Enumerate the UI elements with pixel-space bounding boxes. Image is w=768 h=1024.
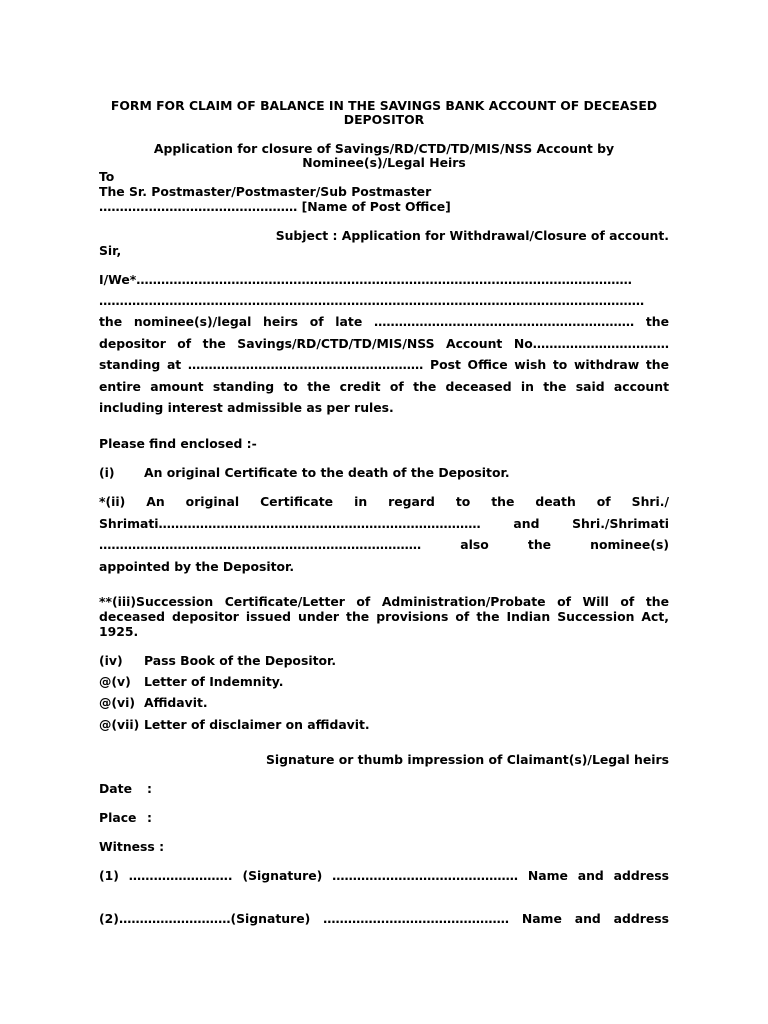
enclosure-item-ii-line3: …………………………………………………………………… also the nominee(s) [99,537,669,552]
place-field [99,810,669,825]
enclosure-item-vi [99,695,669,710]
enclosure-item-v [99,674,669,689]
place-label: Place [99,810,137,825]
post-office-line: ………………………………………… [Name of Post Office] [99,199,451,214]
salutation: Sir, [99,243,122,258]
enclosure-text: An original Certificate to the death of the Depositor. [144,465,510,480]
enclosure-item-iv [99,653,669,668]
enclosure-number: @(vii) [99,717,140,732]
body-line-standing: standing at ………………………………………………… Post Office wish to withdraw the [99,357,669,372]
enclosure-number: (iv) [99,653,123,668]
date-field [99,781,669,796]
claimant-name-line: I/We*………………………………………………………………………………………………………… [99,272,632,287]
body-line-account: depositor of the Savings/RD/CTD/TD/MIS/NSS Account No…………………………… [99,336,669,351]
witness-label: Witness : [99,839,165,854]
date-label: Date [99,781,132,796]
enclosure-number: @(v) [99,674,131,689]
form-subtitle: Application for closure of Savings/RD/CTD/TD/MIS/NSS Account by [153,141,615,156]
body-line-interest: including interest admissible as per rules. [99,400,394,415]
enclosure-text: Letter of disclaimer on affidavit. [144,717,370,732]
witness-1-line: (1) ……………………. (Signature) ……………………………………… Name and address [99,868,669,883]
enclosure-text: Letter of Indemnity. [144,674,284,689]
to-label: To [99,169,115,184]
witness-2-line: (2)………………………(Signature) ……………………………………… Name and address [99,911,669,926]
enclosure-item-iii: **(iii)Succession Certificate/Letter of Administration/Probate of Will of the deceased depositor issued under the provisions of the Indian Succession Act, 1925. [99,594,669,639]
enclosed-heading: Please find enclosed :- [99,436,257,451]
enclosure-item-ii-line2: Shrimati…………………………………………………………………… and Shri./Shrimati [99,516,669,531]
form-title-line2: DEPOSITOR [343,112,425,127]
date-colon: : [147,781,152,796]
signature-line: Signature or thumb impression of Claimant(s)/Legal heirs [265,752,669,767]
subject-line: Subject : Application for Withdrawal/Closure of account. [275,228,669,243]
enclosure-item-ii: *(ii) An original Certificate in regard to the death of Shri./ [99,494,669,509]
form-subtitle-line2: Nominee(s)/Legal Heirs [302,155,466,170]
enclosure-number: (i) [99,465,115,480]
body-line-deceased: the nominee(s)/legal heirs of late ……………………………………………………… the [99,314,669,329]
claimant-name-line-2: …………………………………………………………………………………………………………………… [99,293,645,308]
addressee: The Sr. Postmaster/Postmaster/Sub Postmaster [99,184,432,199]
enclosure-item-vii [99,717,669,732]
enclosure-item-ii-line4: appointed by the Depositor. [99,559,295,574]
enclosure-number: @(vi) [99,695,136,710]
body-line-amount: entire amount standing to the credit of the deceased in the said account [99,379,669,394]
place-colon: : [147,810,152,825]
form-title: FORM FOR CLAIM OF BALANCE IN THE SAVINGS BANK ACCOUNT OF DECEASED [110,98,658,113]
enclosure-text: Pass Book of the Depositor. [144,653,337,668]
enclosure-item-i [99,465,669,480]
enclosure-text: Affidavit. [144,695,208,710]
